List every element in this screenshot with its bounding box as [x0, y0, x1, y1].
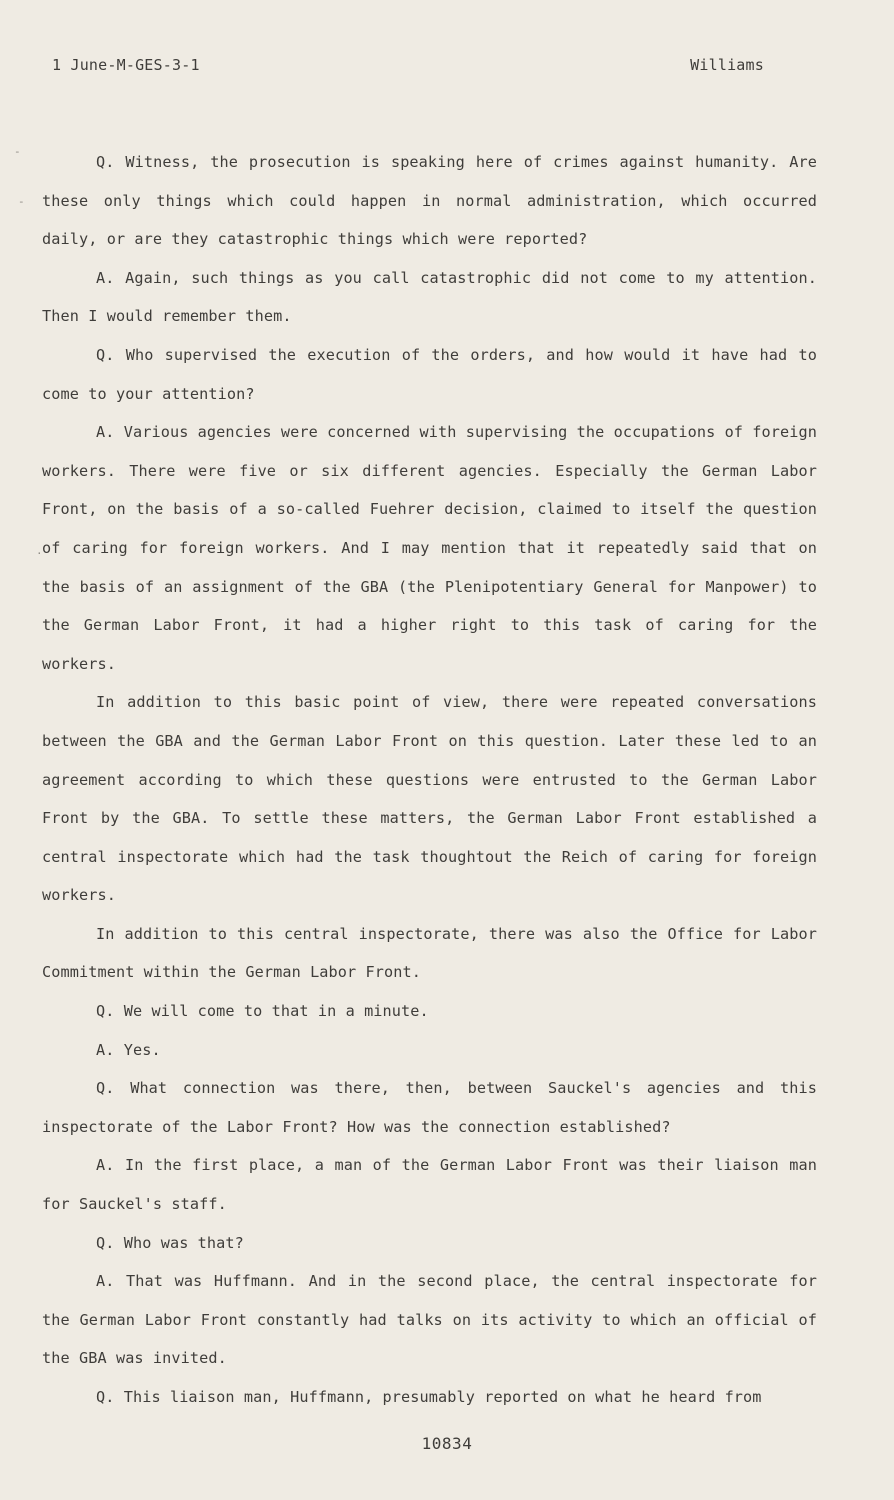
transcript-paragraph: Q. Who supervised the execution of the orders, and how would it have had to come to your attention?	[42, 345, 817, 403]
transcript-paragraph: A. That was Huffmann. And in the second place, the central inspectorate for the German Labor Front constantly had talks on its activity to which an official of the GBA was invited.	[42, 1272, 817, 1368]
transcript-paragraph: In addition to this basic point of view, there were repeated conversations between the GBA and the German Labor Front on this question. Later these led to an agreement according to which these questions were entrusted to the German Labor Front by the GBA. To settle these matters, the German Labor Front established a central inspectorate which had the task thoughtout the Reich of caring for foreign workers.	[42, 693, 817, 905]
transcript-body	[42, 143, 817, 1417]
transcript-paragraph: Q. What connection was there, then, between Sauckel's agencies and this inspectorate of the Labor Front? How was the connection established?	[42, 1079, 817, 1136]
transcript-paragraph: In addition to this central inspectorate, there was also the Office for Labor Commitment within the German Labor Front.	[42, 924, 817, 982]
margin-dot-mark: .	[36, 544, 43, 557]
margin-tick-mark: -	[14, 145, 21, 158]
transcript-paragraph: Q. This liaison man, Huffmann, presumably reported on what he heard from	[96, 1388, 762, 1406]
reporter-name: Williams	[690, 56, 764, 74]
transcript-paragraph: Q. Witness, the prosecution is speaking here of crimes against humanity. Are these only things which could happen in normal administration, which occurred daily, or are they catastrophic things which were reported?	[42, 153, 817, 249]
transcript-paragraph: Q. Who was that?	[96, 1233, 244, 1252]
document-reference: 1 June-M-GES-3-1	[52, 56, 200, 74]
page-header	[52, 56, 764, 76]
transcript-paragraph: Q. We will come to that in a minute.	[96, 1002, 429, 1021]
transcript-paragraph: A. In the first place, a man of the German Labor Front was their liaison man for Sauckel's staff.	[42, 1156, 817, 1214]
page-number: 10834	[421, 1434, 473, 1453]
transcript-paragraph: A. Various agencies were concerned with supervising the occupations of foreign workers. There were five or six different agencies. Especially the German Labor Front, on the basis of a so-called Fuehrer decision, claimed to itself the question of caring for foreign workers. And I may mention that it repeatedly said that on the basis of an assignment of the GBA (the Plenipotentiary General for Manpower) to the German Labor Front, it had a higher right to this task of caring for the workers.	[42, 423, 818, 673]
transcript-paragraph: A. Yes.	[96, 1040, 161, 1059]
transcript-paragraph: A. Again, such things as you call catastrophic did not come to my attention. Then I would remember them.	[42, 268, 817, 326]
margin-tick-mark: -	[18, 195, 25, 208]
